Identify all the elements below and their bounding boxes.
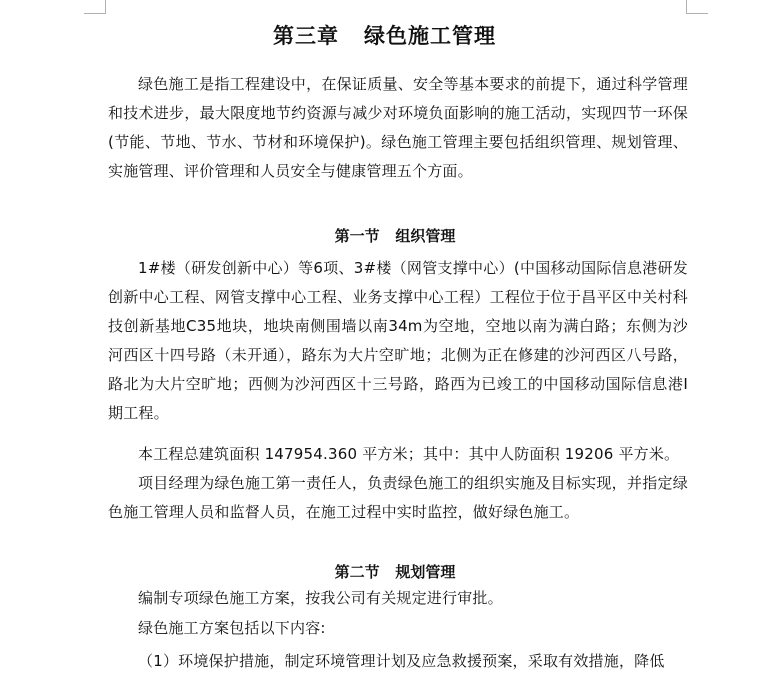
intro-paragraph: 绿色施工是指工程建设中，在保证质量、安全等基本要求的前提下，通过科学管理和技术进步，最大限度地节约资源与减少对环境负面影响的施工活动，实现四节一环保(节能、节地、节水、节材和环境保护)。绿色施工管理主要包括组织管理、规划管理、实施管理、评价管理和人员安全与健康管理五个方面。 — [108, 75, 688, 180]
crop-mark-top-left-h — [84, 13, 106, 14]
crop-mark-top-right-v — [686, 0, 687, 14]
section-title-organization: 第一节 组织管理 — [334, 227, 456, 245]
plan-approval-paragraph: 编制专项绿色施工方案，按我公司有关规定进行审批。 — [138, 589, 503, 607]
crop-mark-top-right-h — [686, 13, 708, 14]
project-location-paragraph: 1#楼（研发创新中心）等6项、3#楼（网管支撑中心）(中国移动国际信息港研发创新中心工程、网管支撑中心工程、业务支撑中心工程）工程位于位于昌平区中关村科技创新基地C35地块，地块南侧围墙以南34m为空地，空地以南为满白路；东侧为沙河西区十四号路（未开通），路东为大片空旷地；北侧为正在修建的沙河西区八号路，路北为大片空旷地；西侧为沙河西区十三号路，路西为已竣工的中国移动国际信息港I期工程。 — [108, 259, 688, 422]
environmental-measures-paragraph: （1）环境保护措施，制定环境管理计划及应急救援预案，采取有效措施，降低 — [138, 652, 665, 670]
building-area-paragraph: 本工程总建筑面积 147954.360 平方米；其中：其中人防面积 19206 平方米。 — [138, 445, 680, 463]
section-title-planning: 第二节 规划管理 — [334, 563, 456, 581]
plan-contents-paragraph: 绿色施工方案包括以下内容: — [138, 619, 326, 637]
crop-mark-top-left-v — [105, 0, 106, 14]
project-manager-paragraph: 项目经理为绿色施工第一责任人，负责绿色施工的组织实施及目标实现，并指定绿色施工管理人员和监督人员，在施工过程中实时监控，做好绿色施工。 — [108, 474, 688, 521]
chapter-title: 第三章 绿色施工管理 — [273, 24, 496, 48]
